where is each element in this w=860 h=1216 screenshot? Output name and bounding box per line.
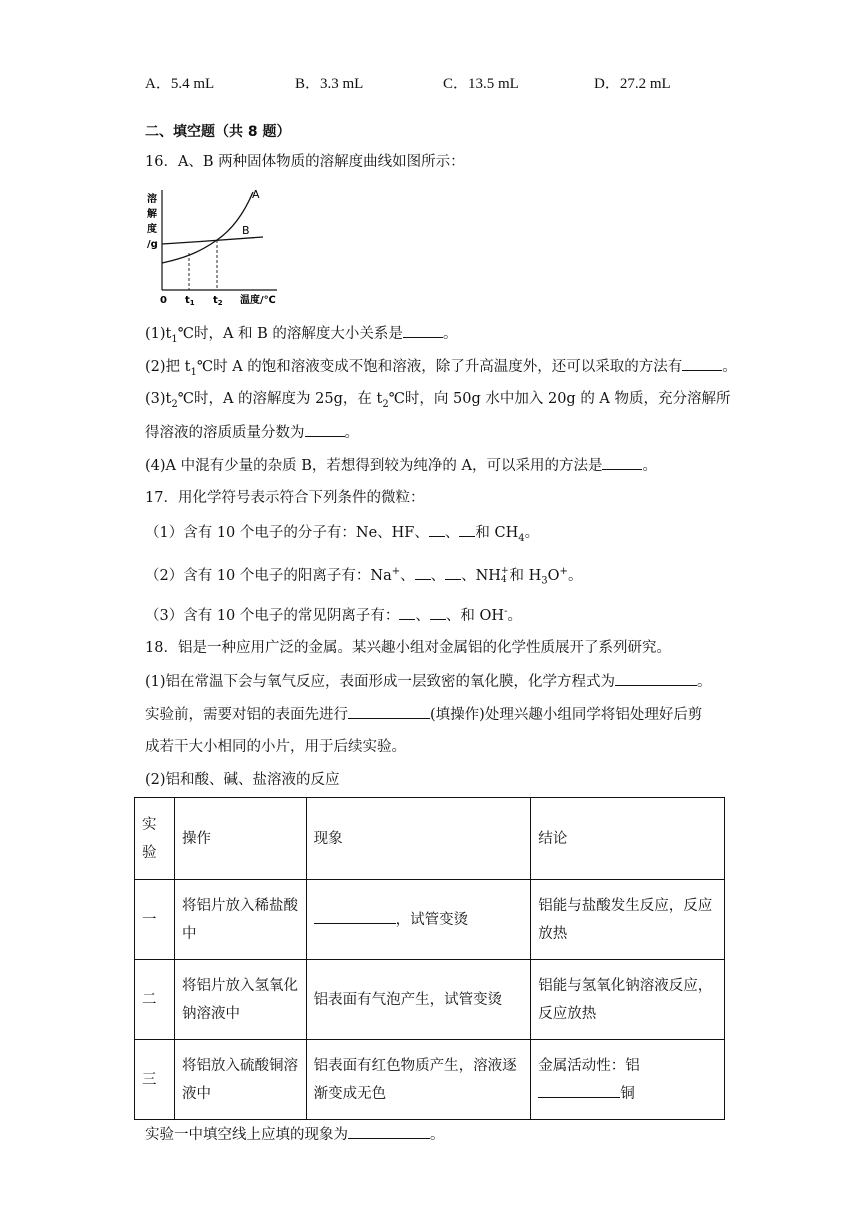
exp-number: 二 bbox=[135, 960, 175, 1040]
curve-a-label: A bbox=[252, 188, 260, 201]
operation-cell: 将铝片放入氢氧化钠溶液中 bbox=[174, 960, 306, 1040]
answer-blank[interactable] bbox=[602, 455, 642, 470]
q17-part2: （2）含有 10 个电子的阳离子有：Na+、 、 、NH + 4 和 $H_3O^+$。 bbox=[145, 565, 583, 587]
q18-part2: (2)铝和酸、碱、盐溶液的反应 bbox=[145, 772, 340, 788]
table-row bbox=[135, 960, 725, 1040]
experiment-table bbox=[134, 797, 725, 1120]
phenomenon-cell: ，试管变烫 bbox=[306, 880, 531, 960]
table-row bbox=[135, 880, 725, 960]
q18-part1-line3: 成若干大小相同的小片，用于后续实验。 bbox=[145, 739, 406, 755]
answer-blank[interactable] bbox=[415, 565, 431, 580]
answer-blank[interactable] bbox=[314, 909, 396, 924]
header-cell: 结论 bbox=[531, 798, 725, 880]
table-header-row bbox=[135, 798, 725, 880]
answer-blank[interactable] bbox=[682, 356, 722, 371]
answer-blank[interactable] bbox=[399, 605, 415, 620]
answer-blank[interactable] bbox=[430, 605, 446, 620]
operation-cell: 将铝片放入稀盐酸中 bbox=[174, 880, 306, 960]
header-cell: 实验 bbox=[135, 798, 175, 880]
header-cell: 现象 bbox=[306, 798, 531, 880]
answer-blank[interactable] bbox=[305, 422, 345, 437]
option-d: D．27.2 mL bbox=[594, 76, 671, 92]
section-title: 二、填空题（共 8 题） bbox=[145, 124, 291, 140]
conclusion-cell: 铝能与氢氧化钠溶液反应，反应放热 bbox=[531, 960, 725, 1040]
q18-after-table: 实验一中填空线上应填的现象为 。 bbox=[145, 1124, 445, 1145]
q18-part1-line2: 实验前，需要对铝的表面先进行 (填操作)处理兴趣小组同学将铝处理好后剪 bbox=[145, 704, 702, 725]
exp-number: 三 bbox=[135, 1040, 175, 1120]
answer-blank[interactable] bbox=[348, 704, 430, 719]
answer-blank[interactable] bbox=[459, 522, 475, 537]
q16-part4: (4)A 中混有少量的杂质 B，若想得到较为纯净的 A，可以采用的方法是 。 bbox=[145, 455, 657, 476]
ylabel-char-3: 度 bbox=[147, 224, 157, 235]
ylabel-char-1: 溶 bbox=[147, 194, 157, 205]
origin-label: 0 bbox=[160, 295, 167, 306]
option-a: A．5.4 mL bbox=[145, 76, 215, 92]
conclusion-cell: 金属活动性：铝 铜 bbox=[531, 1040, 725, 1120]
q16-part1: $(1)t_1℃$时，A 和 B 的溶解度大小关系是 。 bbox=[145, 323, 457, 350]
answer-blank[interactable] bbox=[615, 671, 697, 686]
t1-label: $t_1$ bbox=[185, 295, 195, 306]
solubility-curve-graph bbox=[145, 186, 285, 306]
exp-number: 一 bbox=[135, 880, 175, 960]
q17-part1: （1）含有 10 个电子的分子有：Ne、HF、 、 和 $CH_4$。 bbox=[145, 522, 539, 549]
option-c: C．13.5 mL bbox=[443, 76, 519, 92]
answer-blank[interactable] bbox=[538, 1083, 620, 1098]
header-cell: 操作 bbox=[174, 798, 306, 880]
q16-part3-line2: 得溶液的溶质质量分数为 。 bbox=[145, 422, 359, 443]
curve-a bbox=[162, 192, 253, 263]
q17-stem: 17．用化学符号表示符合下列条件的微粒： bbox=[145, 490, 425, 506]
answer-blank[interactable] bbox=[429, 522, 445, 537]
table-row bbox=[135, 1040, 725, 1120]
phenomenon-cell: 铝表面有红色物质产生，溶液逐渐变成无色 bbox=[306, 1040, 531, 1120]
option-b: B．3.3 mL bbox=[295, 76, 364, 92]
ylabel-char-2: 解 bbox=[147, 209, 157, 220]
answer-blank[interactable] bbox=[348, 1124, 430, 1139]
q16-stem: 16．A、B 两种固体物质的溶解度曲线如图所示： bbox=[145, 154, 465, 170]
conclusion-cell: 铝能与盐酸发生反应，反应放热 bbox=[531, 880, 725, 960]
q16-part3: $(3)t_2℃$时，A 的溶解度为 25g，在 $t_2℃$时，向 50g 水中加入 20g 的 A 物质，充分溶解所 bbox=[145, 391, 731, 410]
ylabel-char-4: /g bbox=[147, 239, 158, 250]
q17-part3: （3）含有 10 个电子的常见阴离子有： 、 、和 OH-。 bbox=[145, 606, 522, 624]
phenomenon-cell: 铝表面有气泡产生，试管变烫 bbox=[306, 960, 531, 1040]
curve-b-label: B bbox=[242, 224, 250, 237]
answer-blank[interactable] bbox=[403, 323, 443, 338]
q18-stem: 18．铝是一种应用广泛的金属。某兴趣小组对金属铝的化学性质展开了系列研究。 bbox=[145, 640, 671, 656]
xlabel: 温度/℃ bbox=[240, 295, 276, 306]
q18-part1: (1)铝在常温下会与氧气反应，表面形成一层致密的氧化膜，化学方程式为 。 bbox=[145, 671, 712, 692]
answer-blank[interactable] bbox=[445, 565, 461, 580]
q16-part2: (2)把 $t_1℃$时 A 的饱和溶液变成不饱和溶液，除了升高温度外，还可以采取的方法有 。 bbox=[145, 356, 737, 383]
operation-cell: 将铝放入硫酸铜溶液中 bbox=[174, 1040, 306, 1120]
t2-label: $t_2$ bbox=[213, 295, 223, 306]
